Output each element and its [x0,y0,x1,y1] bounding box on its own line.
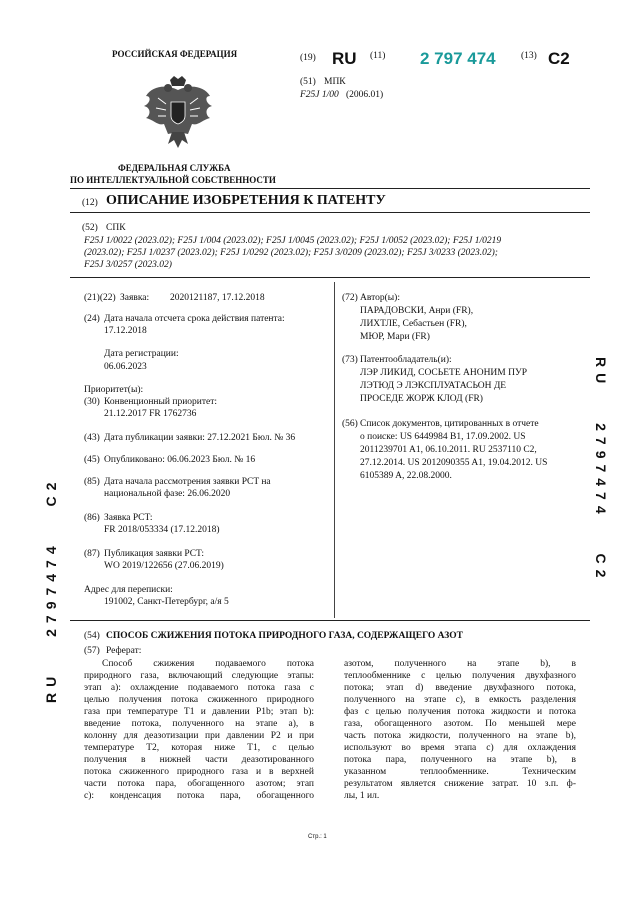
spk-line-3: F25J 3/0257 (2023.02) [84,260,172,270]
abstract-left-line: получения в нижней части деазотированного [84,755,314,765]
abstract-right-line: часть потока жидкости, полученного на этапе b), [344,731,576,741]
pct-national-phase-line-1: Дата начала рассмотрения заявки PCT на [104,477,271,487]
pct-publication-label: Публикация заявки PCT: [104,549,204,559]
pct-national-phase-line-2: национальной фазе: 26.06.2020 [104,489,231,499]
kind-code: C2 [548,49,570,68]
abstract-right-line: указанном теплообменнике. Техническим [344,767,576,777]
authors-label: Автор(ы): [360,293,400,303]
address-label: Адрес для переписки: [84,585,173,595]
term-start-value: 17.12.2018 [104,326,147,336]
owner-line-1: ЛЭР ЛИКИД, СОСЬЕТЕ АНОНИМ ПУР [360,368,527,378]
agency-name-line2: ПО ИНТЕЛЛЕКТУАЛЬНОЙ СОБСТВЕННОСТИ [70,175,276,185]
author-1: ПАРАДОВСКИ, Анри (FR), [360,306,474,316]
published-text: Опубликовано: 06.06.2023 Бюл. № 16 [104,455,256,465]
side-left-country: RU [43,670,59,703]
title-code: (12) [82,198,98,208]
abstract-left-line: этап a): охлаждение подаваемого потока газа с [84,683,314,693]
abstract-right-line: лы, 1 ил. [344,791,380,801]
term-start-code: (24) [84,314,100,324]
side-right-country: RU [593,357,609,390]
pct-national-phase-code: (85) [84,477,100,487]
abstract-right-line: потока пара, полученного на этапе b), в [344,755,576,765]
side-left-digits: 2797474 [43,540,59,637]
pct-publication-value: WO 2019/122656 (27.06.2019) [104,561,224,571]
published-code: (45) [84,455,100,465]
side-number-left [43,476,59,703]
title-divider [70,212,590,213]
mpk-code: (51) [300,77,316,87]
registration-label: Дата регистрации: [104,349,179,359]
side-right-kind: C2 [593,553,609,584]
spk-divider [70,277,590,278]
abstract-left-line: газа при температуре T1 и давлении P1b; этап b): [84,707,314,717]
abstract-left-line: потока сжиженного природного газа и в верхней [84,767,314,777]
mpk-label: МПК [324,77,346,87]
country-code: RU [332,49,357,68]
application-code: (21)(22) [84,293,116,303]
abstract-divider [70,620,590,621]
cited-docs-line-3: 2011239701 A1, 06.10.2011. RU 2537110 C2, [360,445,537,455]
document-title: ОПИСАНИЕ ИЗОБРЕТЕНИЯ К ПАТЕНТУ [106,193,386,208]
abstract-right-line: полученного на этапе c), в емкость разделения [344,695,576,705]
coat-of-arms-emblem [138,74,218,154]
abstract-right-line: теплообменнике с целью получения двухфазного [344,671,576,681]
abstract-right-line: фаз с целью получения потока жидкости и потока [344,707,576,717]
owner-line-3: ПРОСЕДЕ ЖОРЖ КЛОД (FR) [360,394,483,404]
application-publication-text: Дата публикации заявки: 27.12.2021 Бюл. № 36 [104,433,296,443]
conventional-priority-label: Конвенционный приоритет: [104,397,218,407]
spk-code: (52) [82,223,98,233]
code-19: (19) [300,53,316,63]
cited-docs-line-4: 27.12.2014. US 2012090355 A1, 19.04.2012. US [360,458,548,468]
abstract-left-line: природного газа, включающий следующие этапы: [84,671,314,681]
agency-name-line1: ФЕДЕРАЛЬНАЯ СЛУЖБА [118,163,231,173]
patent-number: 2 797 474 [420,49,496,68]
side-left-kind: C2 [43,476,59,507]
header-divider [70,188,590,189]
page-number: Стр.: 1 [308,834,327,840]
owner-label: Патентообладатель(и): [360,355,452,365]
address-value: 191002, Санкт-Петербург, а/я 5 [104,597,229,607]
abstract-label: Реферат: [106,646,142,656]
application-value: 2020121187, 17.12.2018 [170,293,265,303]
registration-value: 06.06.2023 [104,362,147,372]
invention-title: СПОСОБ СЖИЖЕНИЯ ПОТОКА ПРИРОДНОГО ГАЗА, СОДЕРЖАЩЕГО АЗОТ [106,631,464,641]
abstract-left-line: введение потока, полученного на этапе a), в [84,719,314,729]
side-number-right [593,357,609,584]
owner-code: (73) [342,355,358,365]
abstract-left-line: колонну для деазотизации при давлении P2 и при [84,731,314,741]
owner-line-2: ЛЭТЮД Э ЛЭКСПЛУАТАСЬОН ДЕ [360,381,507,391]
pct-publication-code: (87) [84,549,100,559]
application-publication-code: (43) [84,433,100,443]
cited-docs-line-2: о поиске: US 6449984 B1, 17.09.2002. US [360,432,526,442]
priority-label: Приоритет(ы): [84,385,144,395]
abstract-right-line: результатом является снижение затрат. 10 з.п. ф- [344,779,576,789]
author-3: МЮР, Мари (FR) [360,332,430,342]
code-13: (13) [521,51,537,61]
abstract-right-line: потока; этап d) введение двухфазного потока, [344,683,576,693]
term-start-label: Дата начала отсчета срока действия патента: [104,314,285,324]
pct-application-label: Заявка PCT: [104,513,153,523]
conventional-priority-code: (30) [84,397,100,407]
cited-docs-line-1: Список документов, цитированных в отчете [360,419,539,429]
mpk-value: F25J 1/00 [300,90,339,100]
abstract-code: (57) [84,646,100,656]
side-right-digits: 2797474 [593,423,609,520]
abstract-left-line: температуре T2, которая ниже T1, с целью [84,743,314,753]
abstract-left-line: части потока пара, обогащенного азотом; этап [84,779,314,789]
abstract-right-line: азотом, полученного на этапе b), в [344,659,576,669]
authors-code: (72) [342,293,358,303]
abstract-left-line: целью получения потока сжиженного природного [84,695,314,705]
pct-application-code: (86) [84,513,100,523]
abstract-left-line: Способ сжижения подаваемого потока [102,659,314,669]
abstract-left-line: c): конденсация потока пара, обогащенного [84,791,314,801]
cited-docs-line-5: 6105389 A, 22.08.2000. [360,471,452,481]
spk-label: СПК [106,223,126,233]
spk-line-2: (2023.02); F25J 1/0237 (2023.02); F25J 1/0292 (2023.02); F25J 3/0209 (2023.02); F25J 3/0233 (2023.02); [84,248,498,258]
abstract-left-column [84,658,314,802]
cited-docs-code: (56) [342,419,358,429]
abstract-right-line: газа, обогащенного азотом. По меньшей мере [344,719,576,729]
abstract-right-line: используют во время этапа c) для охлаждения [344,743,576,753]
column-divider [334,282,335,618]
conventional-priority-value: 21.12.2017 FR 1762736 [104,409,197,419]
invention-title-code: (54) [84,631,100,641]
spk-line-1: F25J 1/0022 (2023.02); F25J 1/004 (2023.02); F25J 1/0045 (2023.02); F25J 1/0052 (2023.02); F25J 1/0219 [84,236,502,246]
abstract-right-column [344,658,576,802]
application-label: Заявка: [120,293,150,303]
mpk-date: (2006.01) [346,90,384,100]
code-11: (11) [370,51,386,61]
country-name: РОССИЙСКАЯ ФЕДЕРАЦИЯ [112,49,238,59]
pct-application-value: FR 2018/053334 (17.12.2018) [104,525,220,535]
author-2: ЛИХТЛЕ, Себастьен (FR), [360,319,467,329]
